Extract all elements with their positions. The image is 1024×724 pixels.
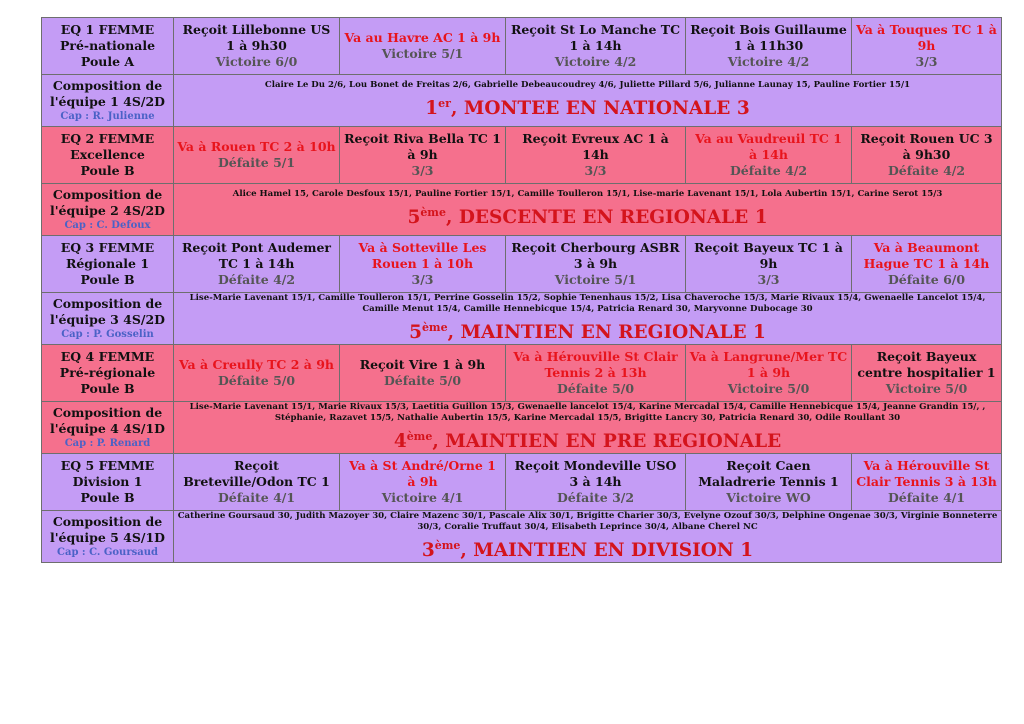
match-cell bbox=[174, 454, 340, 511]
composition-label bbox=[42, 75, 174, 127]
player-list: Catherine Goursaud 30, Judith Mazoyer 30, Claire Mazenc 30/1, Pascale Alix 30/1, Brigitte Charier 30/3, Evelyne Ozouf 30/3, Delphine Ongenae 30/3, Virginie Bonneterre 30/3, Coralie Truffaut 30/4, Elisabeth Leprince 30/4, Albane Cherel NC bbox=[177, 511, 998, 533]
final-standing bbox=[177, 202, 998, 229]
team-label-line: Poule B bbox=[80, 490, 135, 506]
standing-text: , MAINTIEN EN REGIONALE 1 bbox=[447, 322, 766, 344]
final-standing bbox=[177, 317, 998, 344]
composition-label-line: l'équipe 2 4S/2D bbox=[49, 203, 166, 218]
match-cell bbox=[686, 345, 852, 402]
match-result: Défaite 5/1 bbox=[217, 155, 296, 170]
match-cell bbox=[686, 127, 852, 184]
match-result: Défaite 4/1 bbox=[217, 490, 296, 506]
team-label bbox=[42, 454, 174, 511]
standing-text: , MONTEE EN NATIONALE 3 bbox=[450, 98, 750, 120]
match-result: Défaite 4/2 bbox=[729, 163, 808, 178]
match-opponent: Reçoit Caen Maladrerie Tennis 1 bbox=[698, 458, 839, 490]
match-result: Victoire 5/0 bbox=[727, 381, 810, 397]
team-label-line: Poule B bbox=[80, 163, 135, 178]
match-cell bbox=[686, 236, 852, 293]
match-opponent: Reçoit Bayeux centre hospitalier 1 bbox=[857, 349, 996, 381]
team-label-line: Pré-nationale bbox=[59, 38, 156, 53]
match-opponent: Reçoit Breteville/Odon TC 1 bbox=[183, 458, 330, 490]
team-2-composition-row bbox=[42, 184, 1002, 236]
match-opponent: Va à Touques TC 1 à 9h bbox=[856, 22, 997, 53]
composition-label-line: Composition de bbox=[52, 514, 163, 530]
composition-label-line: l'équipe 5 4S/1D bbox=[49, 530, 166, 546]
composition-label-line: Composition de bbox=[52, 405, 163, 421]
team-1-matches-row bbox=[42, 18, 1002, 75]
standing-text: , MAINTIEN EN PRE REGIONALE bbox=[432, 431, 782, 453]
captain-label: Cap : C. Defoux bbox=[64, 220, 151, 231]
team-label-line: EQ 2 FEMME bbox=[60, 131, 155, 146]
match-opponent: Reçoit Rouen UC 3 à 9h30 bbox=[860, 131, 993, 162]
match-cell bbox=[340, 454, 506, 511]
match-cell bbox=[506, 127, 686, 184]
rank-number: 5 bbox=[407, 207, 421, 229]
match-cell bbox=[340, 18, 506, 75]
match-opponent: Va à Rouen TC 2 à 10h bbox=[177, 139, 336, 154]
team-1-composition-row bbox=[42, 75, 1002, 127]
team-label-line: EQ 4 FEMME bbox=[60, 349, 155, 365]
team-label-line: Division 1 bbox=[72, 474, 143, 490]
match-cell bbox=[686, 18, 852, 75]
match-opponent: Reçoit Cherbourg ASBR 3 à 9h bbox=[511, 240, 680, 271]
team-3-matches-row bbox=[42, 236, 1002, 293]
standing-text: , DESCENTE EN REGIONALE 1 bbox=[445, 207, 768, 229]
match-opponent: Reçoit Evreux AC 1 à 14h bbox=[522, 131, 669, 162]
team-4-composition-row bbox=[42, 402, 1002, 454]
match-cell bbox=[852, 127, 1002, 184]
match-cell bbox=[174, 236, 340, 293]
match-result: 3/3 bbox=[411, 272, 434, 287]
match-opponent: Va à Beaumont Hague TC 1 à 14h bbox=[863, 240, 990, 271]
match-cell bbox=[852, 236, 1002, 293]
composition-label-line: Composition de bbox=[52, 78, 163, 93]
match-cell bbox=[174, 345, 340, 402]
match-cell bbox=[340, 345, 506, 402]
match-opponent: Reçoit Pont Audemer TC 1 à 14h bbox=[181, 240, 332, 271]
match-cell bbox=[506, 345, 686, 402]
match-result: Victoire WO bbox=[726, 490, 811, 506]
match-result: 3/3 bbox=[411, 163, 434, 178]
match-result: 3/3 bbox=[757, 272, 780, 287]
match-result: Défaite 3/2 bbox=[556, 490, 635, 506]
composition-label-line: l'équipe 3 4S/2D bbox=[49, 312, 166, 328]
match-result: Défaite 4/2 bbox=[887, 163, 966, 178]
team-label-line: Poule B bbox=[80, 381, 135, 397]
match-cell bbox=[340, 236, 506, 293]
match-opponent: Reçoit Lillebonne US 1 à 9h30 bbox=[182, 22, 331, 53]
match-result: Victoire 5/1 bbox=[554, 272, 637, 287]
team-2-matches-row bbox=[42, 127, 1002, 184]
match-cell bbox=[174, 18, 340, 75]
player-list: Lise-Marie Lavenant 15/1, Camille Toulleron 15/1, Perrine Gosselin 15/2, Sophie Tenenhaus 15/2, Lisa Chaveroche 15/3, Marie Rivaux 15/4, Gwenaelle Lancelot 15/4, Camille Menut 15/4, Camille Hennebicque 15/4, Patricia Renard 30, Maryvonne Dubocage 30 bbox=[189, 293, 986, 314]
match-opponent: Reçoit St Lo Manche TC 1 à 14h bbox=[510, 22, 681, 53]
match-result: Victoire 5/1 bbox=[381, 46, 464, 61]
match-opponent: Reçoit Bois Guillaume 1 à 11h30 bbox=[690, 22, 847, 53]
team-label-line: Poule A bbox=[80, 54, 135, 69]
match-cell bbox=[852, 345, 1002, 402]
match-result: Défaite 4/1 bbox=[887, 490, 966, 506]
match-cell bbox=[686, 454, 852, 511]
team-4-matches-row bbox=[42, 345, 1002, 402]
match-result: Victoire 6/0 bbox=[215, 54, 298, 69]
team-label bbox=[42, 127, 174, 184]
composition-info bbox=[174, 75, 1002, 127]
composition-label-line: l'équipe 1 4S/2D bbox=[49, 94, 166, 109]
final-standing bbox=[177, 426, 998, 453]
team-label bbox=[42, 18, 174, 75]
team-label-line: EQ 3 FEMME bbox=[60, 240, 155, 255]
captain-label: Cap : R. Julienne bbox=[60, 111, 155, 122]
match-cell bbox=[506, 454, 686, 511]
composition-label-line: Composition de bbox=[52, 187, 163, 202]
match-cell bbox=[852, 454, 1002, 511]
composition-label-line: l'équipe 4 4S/1D bbox=[49, 421, 166, 437]
match-cell bbox=[340, 127, 506, 184]
match-opponent: Va à Hérouville St Clair Tennis 3 à 13h bbox=[856, 458, 997, 490]
match-opponent: Reçoit Riva Bella TC 1 à 9h bbox=[344, 131, 501, 162]
rank-suffix: er bbox=[438, 97, 451, 111]
team-label-line: Poule B bbox=[80, 272, 135, 287]
rank-number: 4 bbox=[393, 431, 407, 453]
match-opponent: Reçoit Vire 1 à 9h bbox=[359, 357, 486, 373]
match-result: Victoire 4/2 bbox=[554, 54, 637, 69]
player-list: Claire Le Du 2/6, Lou Bonet de Freitas 2/6, Gabrielle Debeaucoudrey 4/6, Juliette Pillard 5/6, Julianne Launay 15, Pauline Fortier 15/1 bbox=[264, 80, 911, 91]
match-result: Victoire 4/1 bbox=[381, 490, 464, 506]
match-opponent: Va à St André/Orne 1 à 9h bbox=[349, 458, 496, 490]
composition-label-line: Composition de bbox=[52, 296, 163, 312]
match-opponent: Va au Vaudreuil TC 1 à 14h bbox=[695, 131, 842, 162]
captain-label: Cap : P. Gosselin bbox=[61, 329, 154, 341]
match-result: Victoire 4/2 bbox=[727, 54, 810, 69]
team-label bbox=[42, 236, 174, 293]
composition-info bbox=[174, 402, 1002, 454]
match-result: Défaite 4/2 bbox=[217, 272, 296, 287]
player-list: Alice Hamel 15, Carole Desfoux 15/1, Pauline Fortier 15/1, Camille Toulleron 15/1, Lise-marie Lavenant 15/1, Lola Aubertin 15/1, Carine Serot 15/3 bbox=[232, 189, 943, 200]
match-opponent: Va au Havre AC 1 à 9h bbox=[344, 30, 501, 45]
match-result: Défaite 5/0 bbox=[556, 381, 635, 397]
match-result: Victoire 5/0 bbox=[885, 381, 968, 397]
final-standing bbox=[177, 93, 998, 120]
team-label bbox=[42, 345, 174, 402]
team-label-line: EQ 1 FEMME bbox=[60, 22, 155, 37]
final-standing bbox=[177, 535, 998, 562]
team-5-matches-row bbox=[42, 454, 1002, 511]
team-label-line: Pré-régionale bbox=[59, 365, 156, 381]
match-result: Défaite 5/0 bbox=[217, 373, 296, 389]
captain-label: Cap : C. Goursaud bbox=[57, 547, 158, 559]
match-cell bbox=[506, 236, 686, 293]
composition-label bbox=[42, 402, 174, 454]
composition-info bbox=[174, 511, 1002, 563]
team-label-line: Régionale 1 bbox=[65, 256, 150, 271]
rank-suffix: ème bbox=[420, 206, 446, 220]
match-opponent: Va à Langrune/Mer TC 1 à 9h bbox=[689, 349, 848, 381]
team-5-composition-row bbox=[42, 511, 1002, 563]
match-opponent: Va à Hérouville St Clair Tennis 2 à 13h bbox=[513, 349, 678, 381]
match-cell bbox=[174, 127, 340, 184]
match-opponent: Va à Creully TC 2 à 9h bbox=[178, 357, 335, 373]
player-list: Lise-Marie Lavenant 15/1, Marie Rivaux 15/3, Laetitia Guillon 15/3, Gwenaelle lancelot 15/4, Karine Mercadal 15/4, Camille Hennebicque 15/4, Jeanne Grandin 15/, , Stéphanie, Razavet 15/5, Nathalie Aubertin 15/5, Karine Mercadal 15/5, Brigitte Lancry 30, Patricia Renard 30, Odile Roullant 30 bbox=[189, 402, 986, 424]
rank-number: 3 bbox=[421, 540, 435, 562]
team-label-line: Excellence bbox=[70, 147, 145, 162]
rank-suffix: ème bbox=[434, 539, 461, 553]
rank-number: 1 bbox=[425, 98, 439, 120]
team-3-composition-row bbox=[42, 293, 1002, 345]
match-opponent: Reçoit Bayeux TC 1 à 9h bbox=[694, 240, 843, 271]
schedule-table bbox=[41, 17, 1002, 563]
composition-label bbox=[42, 184, 174, 236]
rank-suffix: ème bbox=[421, 321, 448, 334]
match-cell bbox=[506, 18, 686, 75]
composition-info bbox=[174, 184, 1002, 236]
match-result: 3/3 bbox=[915, 54, 938, 69]
standing-text: , MAINTIEN EN DIVISION 1 bbox=[460, 540, 754, 562]
rank-suffix: ème bbox=[406, 430, 433, 444]
match-cell bbox=[852, 18, 1002, 75]
match-result: Défaite 6/0 bbox=[887, 272, 966, 287]
composition-label bbox=[42, 293, 174, 345]
captain-label: Cap : P. Renard bbox=[64, 438, 151, 450]
match-result: Défaite 5/0 bbox=[383, 373, 462, 389]
composition-label bbox=[42, 511, 174, 563]
composition-info bbox=[174, 293, 1002, 345]
team-label-line: EQ 5 FEMME bbox=[60, 458, 155, 474]
match-opponent: Va à Sotteville Les Rouen 1 à 10h bbox=[358, 240, 487, 271]
rank-number: 5 bbox=[409, 322, 422, 344]
match-opponent: Reçoit Mondeville USO 3 à 14h bbox=[514, 458, 677, 490]
match-result: 3/3 bbox=[584, 163, 607, 178]
